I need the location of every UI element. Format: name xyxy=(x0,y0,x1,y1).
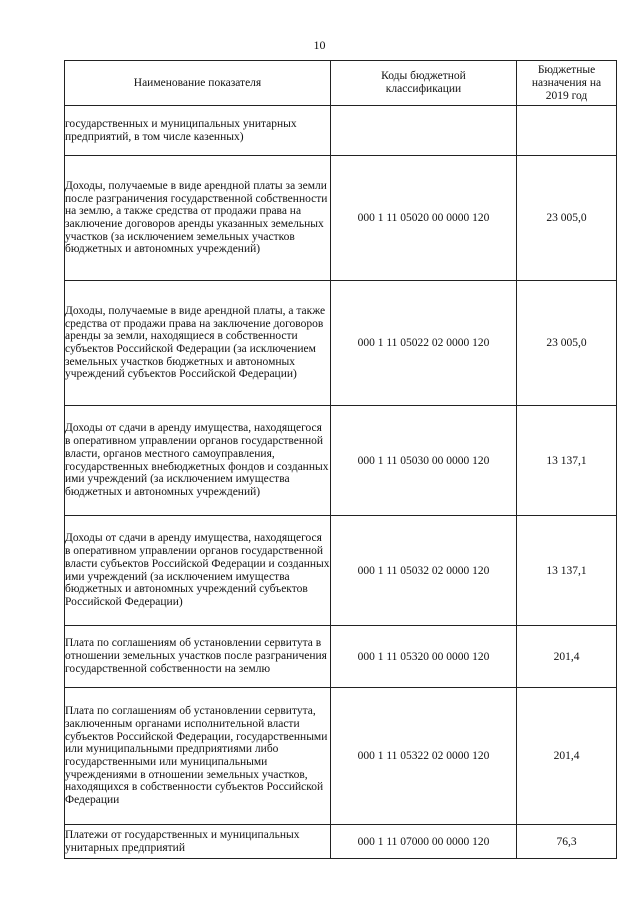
row-value: 23 005,0 xyxy=(517,281,617,406)
row-name: Плата по соглашениям об установлении сервитута, заключенным органами исполнительной власти субъектов Российской Федерации, государственными или муниципальными предприятиями либо государственными или муниципальными учреждениями в отношении земельных участков, находящихся в собственности субъектов Российской Федерации xyxy=(65,688,331,825)
row-value: 13 137,1 xyxy=(517,406,617,516)
table-row xyxy=(65,406,617,516)
row-value: 201,4 xyxy=(517,688,617,825)
row-code: 000 1 11 05020 00 0000 120 xyxy=(331,156,517,281)
table-row xyxy=(65,825,617,859)
table-row xyxy=(65,626,617,688)
budget-table xyxy=(64,60,617,859)
header-name: Наименование показателя xyxy=(65,61,331,106)
row-name: Доходы от сдачи в аренду имущества, находящегося в оперативном управлении органов государственной власти, органов местного самоуправления, государственных внебюджетных фондов и созданных ими учреждений (за исключением имущества бюджетных и автономных учреждений) xyxy=(65,406,331,516)
row-name: Плата по соглашениям об установлении сервитута в отношении земельных участков после разграничения государственной собственности на землю xyxy=(65,626,331,688)
page-number: 10 xyxy=(313,38,326,52)
header-value: Бюджетные назначения на 2019 год xyxy=(517,61,617,106)
row-code: 000 1 11 05022 02 0000 120 xyxy=(331,281,517,406)
row-code: 000 1 11 07000 00 0000 120 xyxy=(331,825,517,859)
row-name: Платежи от государственных и муниципальных унитарных предприятий xyxy=(65,825,331,859)
table-row xyxy=(65,106,617,156)
row-value: 23 005,0 xyxy=(517,156,617,281)
table-row xyxy=(65,156,617,281)
table-row xyxy=(65,281,617,406)
row-code: 000 1 11 05030 00 0000 120 xyxy=(331,406,517,516)
row-value: 13 137,1 xyxy=(517,516,617,626)
row-name: Доходы от сдачи в аренду имущества, находящегося в оперативном управлении органов государственной власти субъектов Российской Федерации и созданных ими учреждений (за исключением имущества бюджетных и автономных учреждений субъектов Российской Федерации) xyxy=(65,516,331,626)
row-value xyxy=(517,106,617,156)
row-value: 201,4 xyxy=(517,626,617,688)
row-name: государственных и муниципальных унитарных предприятий, в том числе казенных) xyxy=(65,106,331,156)
header-code: Коды бюджетной классификации xyxy=(331,61,517,106)
row-code xyxy=(331,106,517,156)
row-name: Доходы, получаемые в виде арендной платы за земли после разграничения государственной собственности на землю, а также средства от продажи права на заключение договоров аренды указанных земельных участков (за исключением земельных участков бюджетных и автономных учреждений) xyxy=(65,156,331,281)
row-code: 000 1 11 05032 02 0000 120 xyxy=(331,516,517,626)
row-name: Доходы, получаемые в виде арендной платы, а также средства от продажи права на заключение договоров аренды за земли, находящиеся в собственности субъектов Российской Федерации (за исключением земельных участков бюджетных и автономных учреждений субъектов Российской Федерации) xyxy=(65,281,331,406)
table-row xyxy=(65,516,617,626)
table-row xyxy=(65,688,617,825)
row-value: 76,3 xyxy=(517,825,617,859)
row-code: 000 1 11 05322 02 0000 120 xyxy=(331,688,517,825)
table-header-row xyxy=(65,61,617,106)
row-code: 000 1 11 05320 00 0000 120 xyxy=(331,626,517,688)
